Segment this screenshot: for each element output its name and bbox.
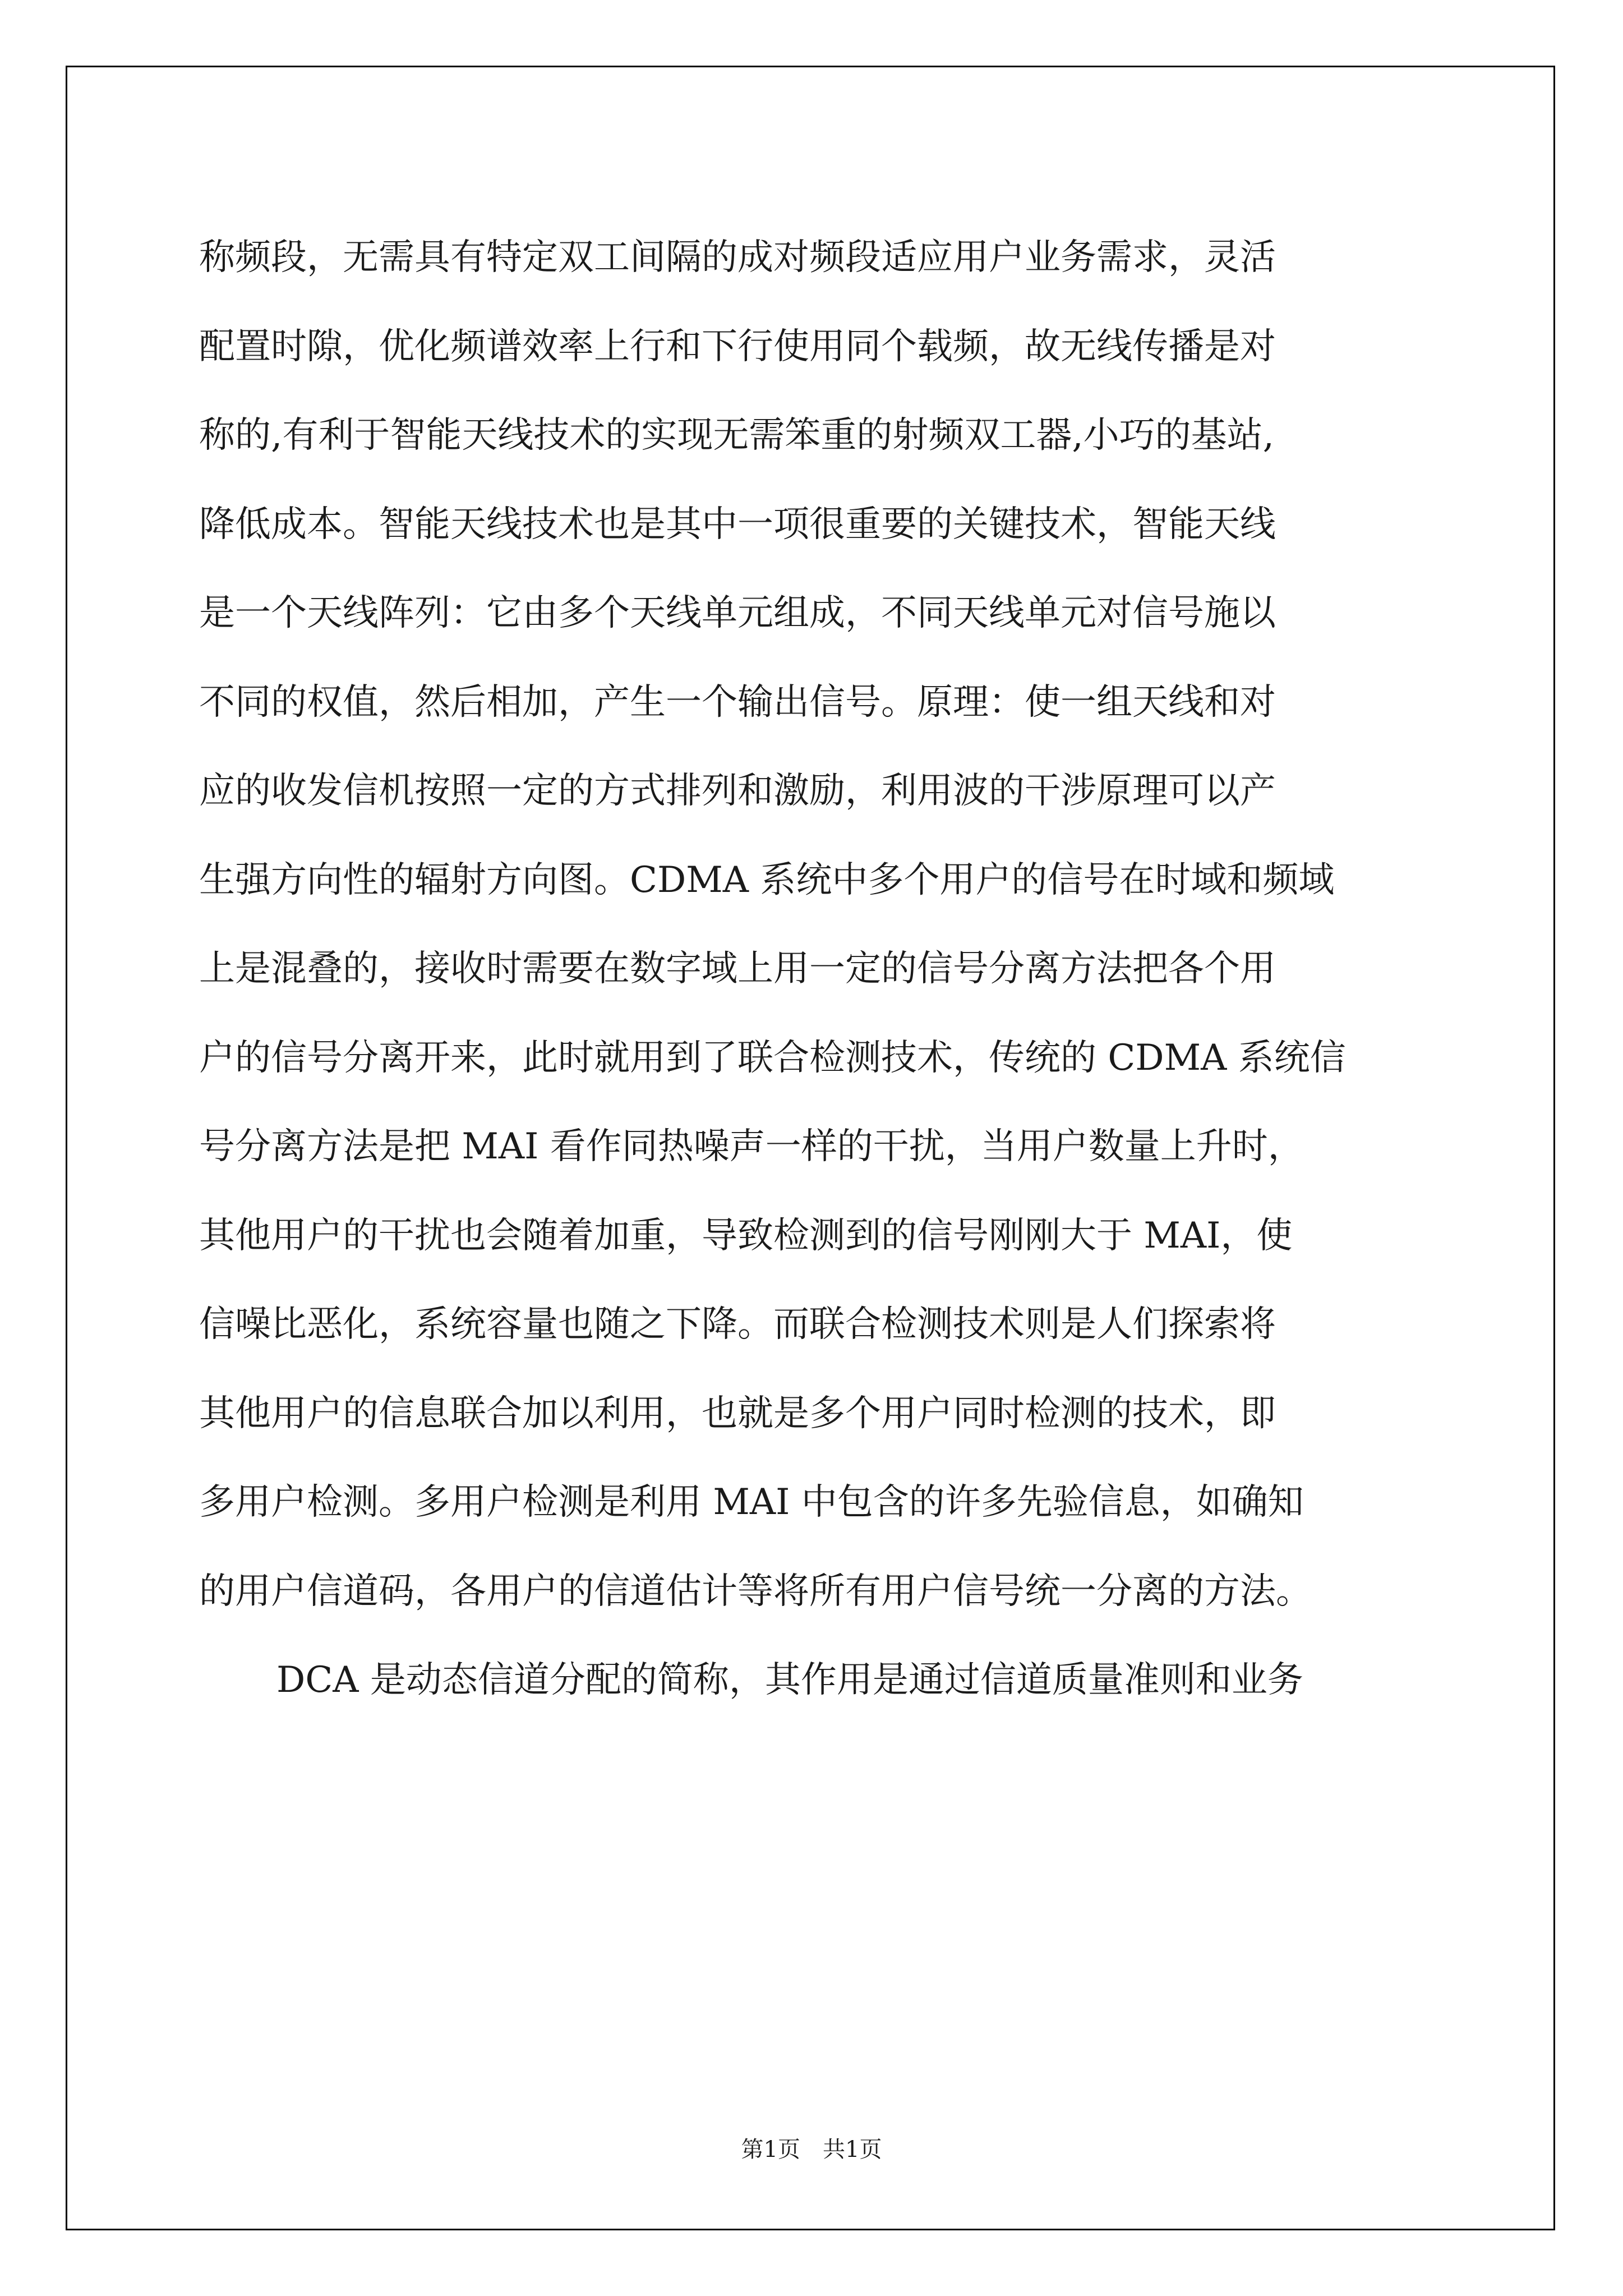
page-total: 共1页 xyxy=(823,2137,882,2162)
text-line: 号分离方法是把 MAI 看作同热噪声一样的干扰，当用户数量上升时， xyxy=(199,1126,1304,1167)
text-line: 户的信号分离开来，此时就用到了联合检测技术，传统的 CDMA 系统信 xyxy=(199,1037,1346,1079)
text-line: 称的,有利于智能天线技术的实现无需笨重的射频双工器,小巧的基站, xyxy=(199,415,1275,456)
text-line: 应的收发信机按照一定的方式排列和激励，利用波的干涉原理可以产 xyxy=(199,770,1276,812)
text-line: 信噪比恶化，系统容量也随之下降。而联合检测技术则是人们探索将 xyxy=(199,1304,1276,1345)
document-body xyxy=(199,213,1441,1725)
text-line: 不同的权值，然后相加，产生一个输出信号。原理：使一组天线和对 xyxy=(199,681,1276,723)
paragraph-start-line: DCA 是动态信道分配的简称，其作用是通过信道质量准则和业务 xyxy=(276,1659,1303,1701)
text-line: 其他用户的信息联合加以利用，也就是多个用户同时检测的技术，即 xyxy=(199,1392,1276,1434)
text-line: 称频段，无需具有特定双工间隔的成对频段适应用户业务需求，灵活 xyxy=(199,237,1276,278)
text-line: 其他用户的干扰也会随着加重，导致检测到的信号刚刚大于 MAI，使 xyxy=(199,1214,1293,1257)
text-line: 是一个天线阵列：它由多个天线单元组成，不同天线单元对信号施以 xyxy=(199,592,1276,634)
text-line: 多用户检测。多用户检测是利用 MAI 中包含的许多先验信息，如确知 xyxy=(199,1481,1304,1523)
page-footer xyxy=(0,2132,1623,2164)
text-line: 降低成本。智能天线技术也是其中一项很重要的关键技术，智能天线 xyxy=(199,503,1276,545)
text-line: 配置时隙，优化频谱效率上行和下行使用同个载频，故无线传播是对 xyxy=(199,325,1276,367)
page-number: 第1页 xyxy=(741,2137,800,2162)
text-line: 的用户信道码，各用户的信道估计等将所有用户信号统一分离的方法。 xyxy=(199,1570,1312,1612)
text-line: 上是混叠的，接收时需要在数字域上用一定的信号分离方法把各个用 xyxy=(199,948,1276,990)
text-line: 生强方向性的辐射方向图。CDMA 系统中多个用户的信号在时域和频域 xyxy=(199,859,1335,901)
